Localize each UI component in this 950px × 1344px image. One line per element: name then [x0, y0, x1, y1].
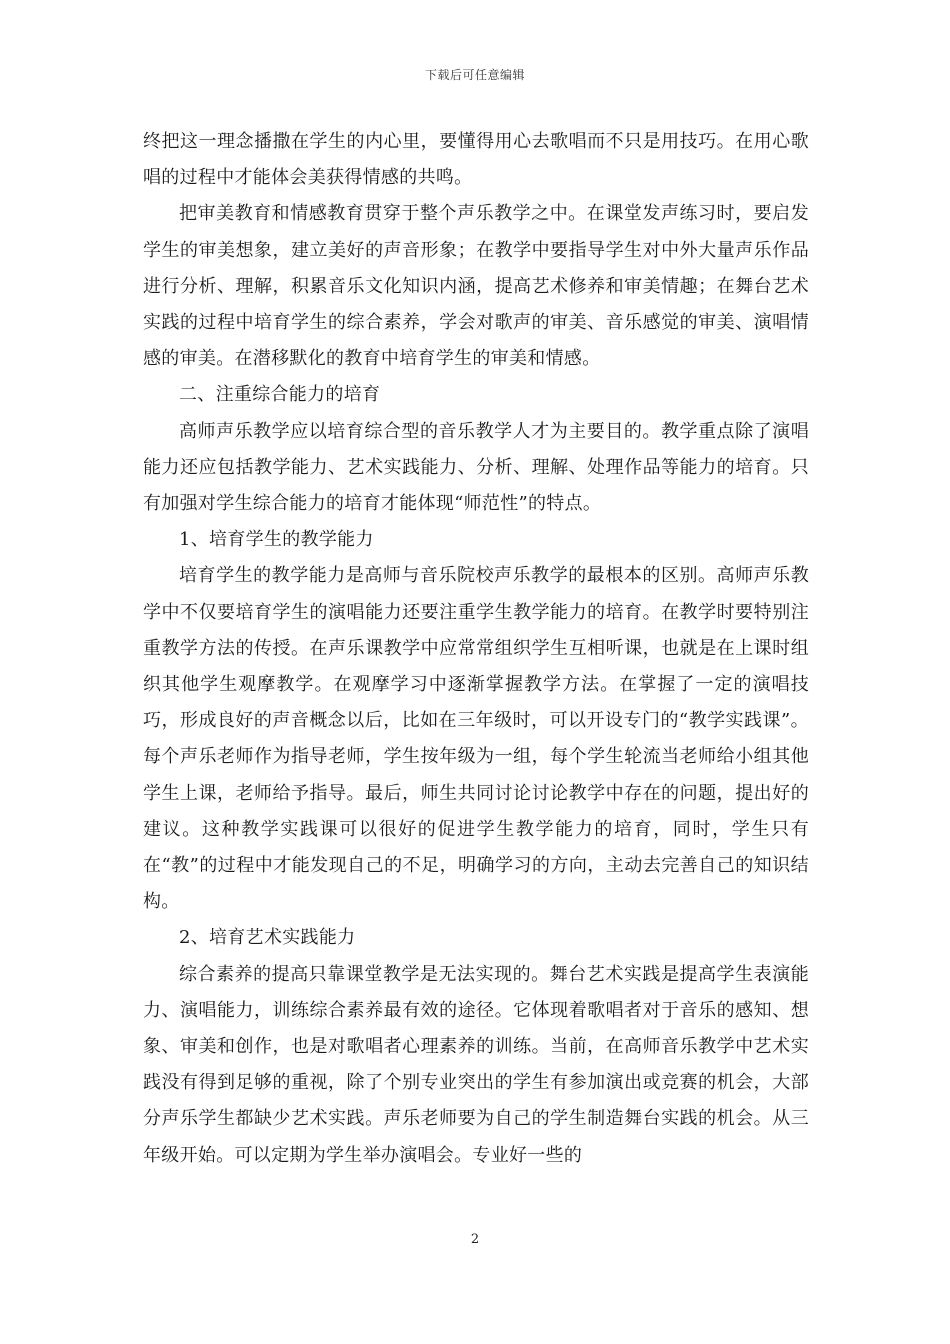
body-paragraph: 综合素养的提高只靠课堂教学是无法实现的。舞台艺术实践是提高学生表演能力、演唱能力，训练综合素养最有效的途径。它体现着歌唱者对于音乐的感知、想象、审美和创作，也是对歌唱者心理素养的训练。当前，在高师音乐教学中艺术实践没有得到足够的重视，除了个别专业突出的学生有参加演出或竞赛的机会，大部分声乐学生都缺少艺术实践。声乐老师要为自己的学生制造舞台实践的机会。从三年级开始。可以定期为学生举办演唱会。专业好一些的	[143, 963, 809, 1166]
page-number: 2	[470, 1232, 480, 1247]
page-header: 下载后可任意编辑	[424, 68, 525, 82]
document-body	[143, 124, 809, 1174]
subsection-heading: 1、培育学生的教学能力	[179, 529, 374, 551]
body-paragraph: 终把这一理念播撒在学生的内心里，要懂得用心去歌唱而不只是用技巧。在用心歌唱的过程中才能体会美获得情感的共鸣。	[143, 131, 809, 189]
subsection-heading: 2、培育艺术实践能力	[179, 927, 356, 949]
body-paragraph: 培育学生的教学能力是高师与音乐院校声乐教学的最根本的区别。高师声乐教学中不仅要培育学生的演唱能力还要注重学生教学能力的培育。在教学时要特别注重教学方法的传授。在声乐课教学中应常常组织学生互相听课，也就是在上课时组织其他学生观摩教学。在观摩学习中逐渐掌握教学方法。在掌握了一定的演唱技巧，形成良好的声音概念以后，比如在三年级时，可以开设专门的“教学实践课”。每个声乐老师作为指导老师，学生按年级为一组，每个学生轮流当老师给小组其他学生上课，老师给予指导。最后，师生共同讨论讨论教学中存在的问题，提出好的建议。这种教学实践课可以很好的促进学生教学能力的培育，同时，学生只有在“教”的过程中才能发现自己的不足，明确学习的方向，主动去完善自己的知识结构。	[143, 565, 809, 913]
body-paragraph: 把审美教育和情感教育贯穿于整个声乐教学之中。在课堂发声练习时，要启发学生的审美想象，建立美好的声音形象；在教学中要指导学生对中外大量声乐作品进行分析、理解，积累音乐文化知识内涵，提高艺术修养和审美情趣；在舞台艺术实践的过程中培育学生的综合素养，学会对歌声的审美、音乐感觉的审美、演唱情感的审美。在潜移默化的教育中培育学生的审美和情感。	[143, 203, 809, 370]
section-heading: 二、注重综合能力的培育	[179, 384, 381, 406]
body-paragraph: 高师声乐教学应以培育综合型的音乐教学人才为主要目的。教学重点除了演唱能力还应包括教学能力、艺术实践能力、分析、理解、处理作品等能力的培育。只有加强对学生综合能力的培育才能体现“师范性”的特点。	[143, 420, 809, 515]
